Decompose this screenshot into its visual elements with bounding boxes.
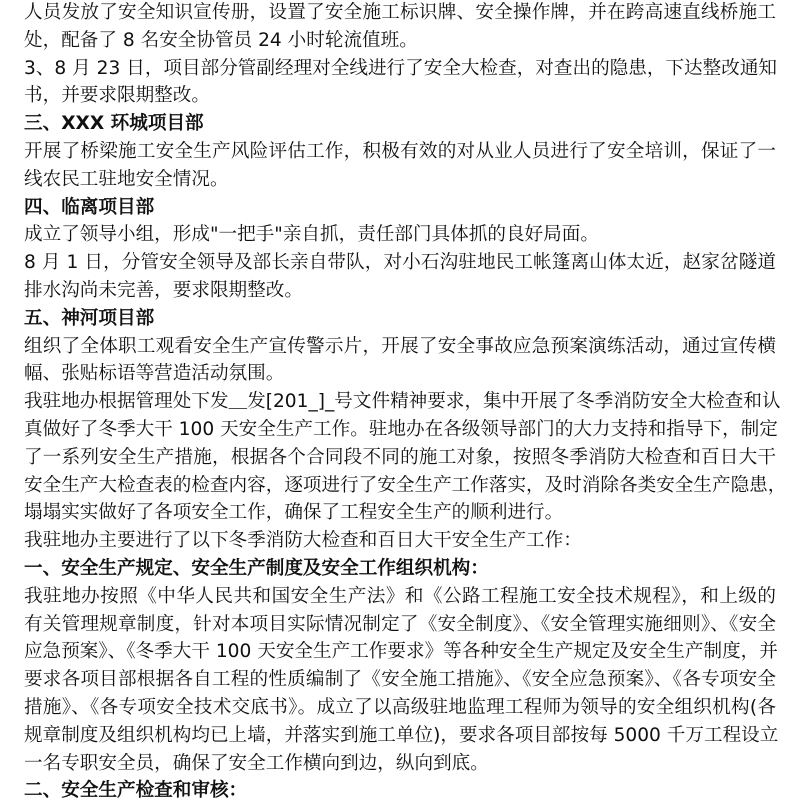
paragraph-line: 真做好了冬季大干 100 天安全生产工作。驻地办在各级领导部门的大力支持和指导下，制定 bbox=[24, 418, 778, 440]
paragraph-line: 措施》、《各专项安全技术交底书》。成立了以高级驻地监理工程师为领导的安全组织机构(各 bbox=[24, 696, 776, 718]
paragraph-line: 处，配备了 8 名安全协管员 24 小时轮流值班。 bbox=[24, 29, 418, 51]
paragraph-line: 要求各项目部根据各自工程的性质编制了《安全施工措施》、《安全应急预案》、《各专项安全 bbox=[24, 669, 776, 691]
paragraph-line: 组织了全体职工观看安全生产宣传警示片，开展了安全事故应急预案演练活动，通过宣传横 bbox=[24, 335, 776, 357]
paragraph-line: 排水沟尚未完善，要求限期整改。 bbox=[24, 279, 303, 301]
paragraph-line: 线农民工驻地安全情况。 bbox=[24, 168, 229, 190]
paragraph-line: 幅、张贴标语等营造活动氛围。 bbox=[24, 363, 285, 385]
paragraph-line: 成立了领导小组，形成"一把手"亲自抓，责任部门具体抓的良好局面。 bbox=[24, 224, 599, 246]
paragraph-line: 开展了桥梁施工安全生产风险评估工作，积极有效的对从业人员进行了安全培训，保证了一 bbox=[24, 140, 776, 162]
paragraph-line: 了一系列安全生产措施，根据各个合同段不同的施工对象，按照冬季消防大检查和百日大干 bbox=[24, 446, 776, 468]
paragraph-line: 我驻地办根据管理处下发＿发[201_]_号文件精神要求，集中开展了冬季消防安全大检查和认 bbox=[24, 391, 781, 413]
section-heading: 三、XXX 环城项目部 bbox=[24, 113, 204, 135]
paragraph-line: 3、8 月 23 日，项目部分管副经理对全线进行了安全大检查，对查出的隐患，下达整改通知 bbox=[24, 57, 778, 79]
section-heading: 四、临离项目部 bbox=[24, 196, 155, 218]
paragraph-line: 书，并要求限期整改。 bbox=[24, 85, 210, 107]
paragraph-line: 8 月 1 日，分管安全领导及部长亲自带队，对小石沟驻地民工帐篷离山体太近，赵家岔隧道 bbox=[24, 252, 776, 274]
paragraph-line: 塌塌实实做好了各项安全工作，确保了工程安全生产的顺利进行。 bbox=[24, 502, 564, 524]
paragraph-line: 一名专职安全员，确保了安全工作横向到边，纵向到底。 bbox=[24, 752, 489, 774]
paragraph-line: 我驻地办按照《中华人民共和国安全生产法》和《公路工程施工安全技术规程》，和上级的 bbox=[24, 585, 776, 607]
section-heading: 二、安全生产检查和审核： bbox=[24, 780, 248, 802]
section-heading: 一、安全生产规定、安全生产制度及安全工作组织机构： bbox=[24, 557, 489, 579]
paragraph-line: 我驻地办主要进行了以下冬季消防大检查和百日大干安全生产工作： bbox=[24, 530, 582, 552]
paragraph-line: 有关管理规章制度，针对本项目实际情况制定了《安全制度》、《安全管理实施细则》、《安全 bbox=[24, 613, 776, 635]
section-heading: 五、神河项目部 bbox=[24, 307, 155, 329]
paragraph-line: 应急预案》、《冬季大干 100 天安全生产工作要求》等各种安全生产规定及安全生产制度，并 bbox=[24, 641, 778, 663]
paragraph-line: 规章制度及组织机构均已上墙，并落实到施工单位)，要求各项目部按每 5000 千万工程设立 bbox=[24, 724, 779, 746]
document-body bbox=[24, 0, 787, 805]
paragraph-line: 人员发放了安全知识宣传册，设置了安全施工标识牌、安全操作牌，并在跨高速直线桥施工 bbox=[24, 2, 776, 23]
paragraph-line: 安全生产大检查表的检查内容，逐项进行了安全生产工作落实，及时消除各类安全生产隐患， bbox=[24, 474, 787, 496]
